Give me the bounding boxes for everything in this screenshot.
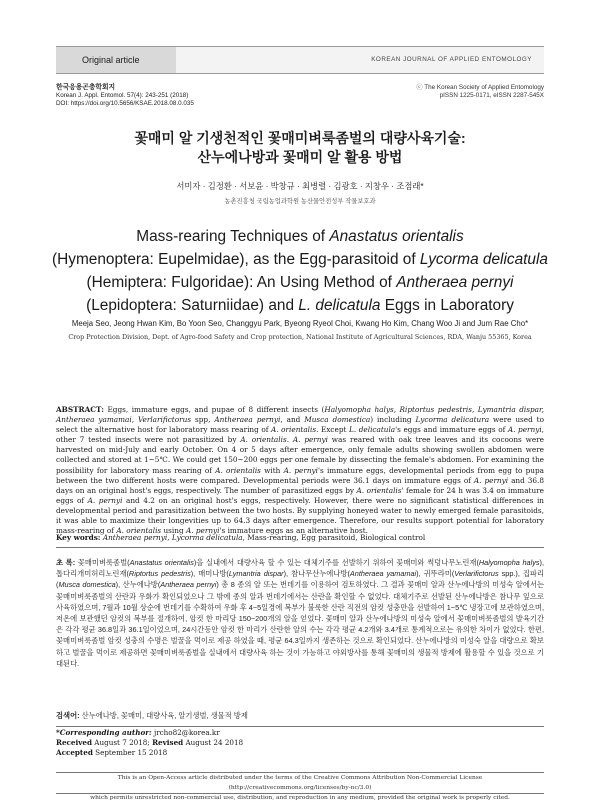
issn-line: pISSN 1225-0171, eISSN 2287-545X (439, 92, 544, 100)
english-authors: Meeja Seo, Jeong Hwan Kim, Bo Yoon Seo, Changgyu Park, Byeong Ryeol Choi, Kwang Ho Kim, Chang Woo Ji and Jum Rae Cho* (71, 319, 529, 328)
license-notice (56, 772, 544, 801)
english-title-line3: (Hemiptera: Fulgoridae): An Using Method of Antheraea pernyi (86, 274, 514, 291)
accepted-date: Accepted September 15 2018 (56, 748, 168, 757)
society-block (416, 84, 544, 100)
license-line2: which permits unrestricted non-commercial use, distribution, and reproduction in any medium, provided the original work is properly cited. (90, 795, 510, 801)
citation-block (56, 84, 194, 109)
english-abstract: ABSTRACT: Eggs, immature eggs, and pupae of 8 different insects (Halyomopha halys, Riptortus pedestris, Lymantria dispar, Antheraea yamamai, Verlarifictorus spp, Antheraea pernyi, and Musca domestica) including Lycorma delicatura were used to select the alternative host for laboratory mass rearing of A. orientalis. Except L. delicatula's eggs and immature eggs of A. pernyi, other 7 tested insects were not parasitized by A. orientalis. A. pernyi was reared with oak tree leaves and its cocoons were harvested on mid-July and early October. On 4 or 5 days after emergence, only female adults showing swollen abdomen were collected and stored at 1~5℃. We could get 150~200 eggs per one female by dissecting the female's abdomen. For examining the possibility for laboratory mass rearing of A. orientalis with A. pernyi's immature eggs, developmental periods from egg to pupa between the two different hosts were compared. Developmental periods were 36.1 days on immature eggs of A. pernyi and 36.8 days on an original host's eggs, respectively. The number of parasitized eggs by A. orientalis' female for 24 h was 3.4 on immature eggs of A. pernyi and 4.2 on an original host's eggs, respectively. However, there were no significant statistical differences in developmental period and parasitization between the two hosts. By supplying honeyed water to newly emerged female parasitoids, it was able to maximize their longevities up to 64.3 days after emergence. Therefore, our results support potential for laboratory mass-rearing of A. orientalis using A. pernyi's immature eggs as an alternative host. (56, 405, 545, 536)
korean-affiliation: 농촌진흥청 국립농업과학원 농산물안전성부 작물보호과 (224, 198, 376, 205)
korean-title-line2: 산누에나방과 꽃매미 알 활용 방법 (197, 149, 403, 165)
english-keywords: Key words: Antheraea pernyi, Lycorma delicatula, Mass-rearing, Egg parasitoid, Biological control (56, 533, 426, 542)
section-divider (56, 547, 544, 548)
korean-keywords: 검색어: 산누에나방, 꽃매미, 대량사육, 알기생벌, 생물적 방제 (56, 711, 248, 720)
journal-name-korean: 한국응용곤충학회지 (56, 84, 116, 91)
received-revised-dates: Received August 7 2018; Revised August 24 2018 (56, 738, 244, 747)
english-affiliation: Crop Protection Division, Dept. of Agro-food Safety and Crop protection, National Institute of Agricultural Sciences, RDA, Wanju 55365, Korea (68, 333, 532, 341)
korean-authors: 서미자 · 김정환 · 서보윤 · 박창규 · 최병렬 · 김광호 · 지창우 · 조점래* (176, 181, 424, 191)
footnote-divider (56, 726, 544, 727)
korean-title-line1: 꽃매미 알 기생천적인 꽃매미벼룩좀벌의 대량사육기술: (134, 130, 466, 146)
corresponding-email[interactable]: jrcho82@korea.kr (151, 728, 220, 737)
license-line1: This is an Open-Access article distributed under the terms of the Creative Commons Attribution Non-Commercial License (http://creativecommons.org/licenses/by-nc/3.0) (117, 775, 483, 791)
english-title-line4: (Lepidoptera: Saturniidae) and L. delicatula Eggs in Laboratory (86, 297, 514, 314)
english-title-line1: Mass-rearing Techniques of Anastatus orientalis (136, 228, 464, 245)
korean-title (56, 129, 544, 167)
english-title (46, 225, 554, 317)
citation-reference: Korean J. Appl. Entomol. 57(4): 243-251 (2018) (56, 92, 189, 100)
article-type-label: Original article (56, 47, 176, 73)
korean-abstract: 초 록: 꽃매미벼룩좀벌(Anastatus orientalis)을 실내에서 대량사육 할 수 있는 대체기주를 선발하기 위하여 꽃매미와 썩덩나무노린재(Halyomopha halys), 톱다리개미허리노린재(Riptortus pedestris), 매미나방(Lymantria dispar), 참나무산누에나방(Antheraea yamamai), 귀뚜라미(Verlarifictorus spp.), 집파리(Musca domestica), 산누에나방(Antheraea pernyi) 총 8 종의 알 또는 번데기를 이용하여 검토하였다. 그 결과 꽃매미 알과 산누에나방의 미성숙 알에서는 꽃매미벼룩좀벌의 산란과 우화가 확인되었으나 그 밖에 종의 알과 번데기에서는 산란을 확인할 수 없었다. 대체기주로 선발된 산누에나방은 참나무 잎으로 사육하였으며, 7월과 10월 상순에 번데기를 수확하여 우화 후 4~5일경에 복부가 불룩한 산란 직전의 암컷 성충만을 선발하여 1~5℃ 냉장고에 보관하였으며, 저온에 보관했던 암컷의 복부를 절개하여, 암컷 한 마리당 150~200개의 알을 얻었다. 꽃매미 알과 산누에나방의 미성숙 알에서 꽃매미벼룩좀벌의 발육기간은 각각 평균 36.8일과 36.1일이었으며, 24시간동안 암컷 한 마리가 산란한 알의 수는 각각 평균 4.2개와 3.4개로 통계적으로는 유의한 차이가 없었다. 한편, 꽃매미벼룩좀벌 암컷 성충의 수명은 벌꿀을 먹이로 제공 하였을 때, 평균 64.3일까지 생존하는 것으로 확인되었다. 산누에나방의 미성숙 알을 대량으로 확보하고 벌꿀을 먹이로 제공하면 꽃매미벼룩좀벌을 실내에서 대량사육 하는 것이 가능하고 야외방사를 통해 꽃매미의 생물적 방제에 활용할 수 있을 것으로 기대된다. (56, 558, 545, 668)
journal-banner: KOREAN JOURNAL OF APPLIED ENTOMOLOGY (371, 56, 532, 63)
copyright-notice: ⓒ The Korean Society of Applied Entomology (416, 84, 544, 91)
doi-link[interactable]: DOI: https://doi.org/10.5656/KSAE.2018.08.0.035 (56, 100, 194, 108)
corresponding-author: *Corresponding author: jrcho82@korea.kr (56, 728, 220, 737)
english-title-line2: (Hymenoptera: Eupelmidae), as the Egg-parasitoid of Lycorma delicatula (52, 251, 548, 268)
journal-header-bar (56, 46, 544, 74)
correspondence-block (56, 728, 243, 758)
